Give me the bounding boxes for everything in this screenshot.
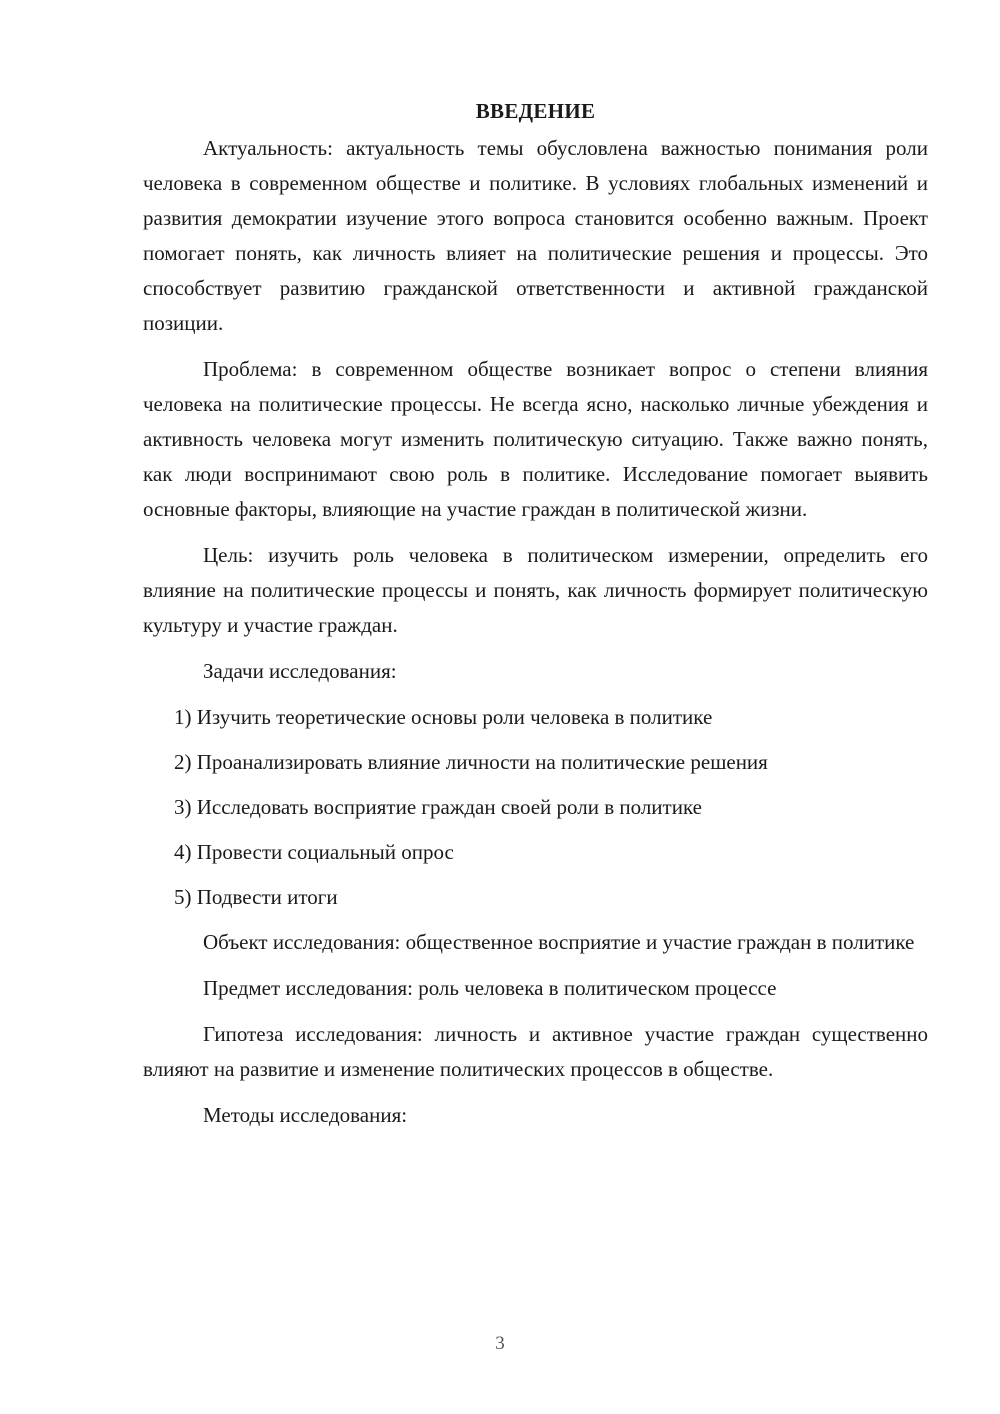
task-item: 3) Исследовать восприятие граждан своей роли в политике [174, 795, 702, 819]
subject-paragraph: Предмет исследования: роль человека в политическом процессе [203, 976, 777, 1000]
task-item: 4) Провести социальный опрос [174, 840, 454, 864]
page-title: ВВЕДЕНИЕ [475, 99, 596, 123]
page-number: 3 [495, 1333, 505, 1354]
task-item: 5) Подвести итоги [174, 885, 338, 909]
object-paragraph: Объект исследования: общественное восприятие и участие граждан в политике [203, 930, 915, 954]
tasks-list [143, 700, 928, 915]
tasks-heading: Задачи исследования: [203, 659, 397, 683]
methods-heading: Методы исследования: [203, 1103, 408, 1127]
page-content [143, 93, 928, 1144]
relevance-paragraph: Актуальность: актуальность темы обусловлена важностью понимания роли человека в современном обществе и политике. В условиях глобальных изменений и развития демократии изучение этого вопроса становится особенно важным. Проект помогает понять, как личность влияет на политические решения и процессы. Это способствует развитию гражданской ответственности и активной гражданской позиции. [143, 136, 928, 335]
goal-paragraph: Цель: изучить роль человека в политическом измерении, определить его влияние на политические процессы и понять, как личность формирует политическую культуру и участие граждан. [143, 543, 928, 637]
task-item: 2) Проанализировать влияние личности на политические решения [174, 750, 768, 774]
problem-paragraph: Проблема: в современном обществе возникает вопрос о степени влияния человека на политические процессы. Не всегда ясно, насколько личные убеждения и активность человека могут изменить политическую ситуацию. Также важно понять, как люди воспринимают свою роль в политике. Исследование помогает выявить основные факторы, влияющие на участие граждан в политической жизни. [143, 357, 928, 521]
hypothesis-paragraph: Гипотеза исследования: личность и активное участие граждан существенно влияют на развитие и изменение политических процессов в обществе. [143, 1022, 928, 1081]
task-item: 1) Изучить теоретические основы роли человека в политике [174, 705, 713, 729]
